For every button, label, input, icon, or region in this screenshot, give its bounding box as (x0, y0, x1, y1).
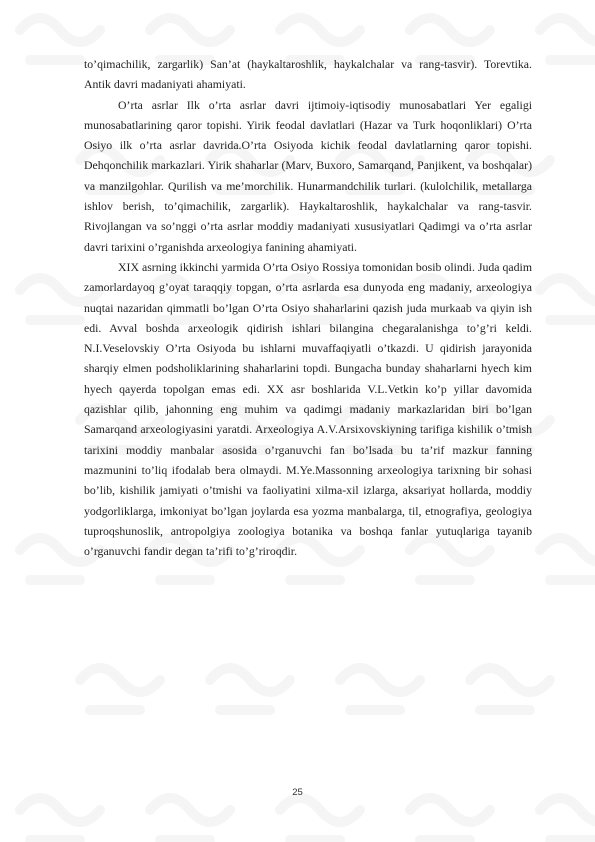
body-text (84, 54, 532, 561)
watermark-stroke (150, 798, 230, 840)
watermark-stroke (280, 798, 360, 840)
paragraph-2: O’rta asrlar Ilk o’rta asrlar davri ijtimoiy-iqtisodiy munosabatlari Yer egaligi munosabatlarining qaror topishi. Yirik feodal davlatlari (Hazar va Turk hoqonliklari) O’rta Osiyo ilk o’rta asrlar davrida.O’rta Osiyoda kichik feodal davlatlarning qaror topishi. Dehqonchilik markazlari. Yirik shaharlar (Marv, Buxoro, Samarqand, Panjikent, va boshqalar) va manzilgohlar. Qurilish va me’morchilik. Hunarmandchilik turlari. (kulolchilik, metallarga ishlov berish, to’qimachilik, zargarlik). Haykaltaroshlik, haykalchalar va rang-tasvir. Rivojlangan va so’nggi o’rta asrlar moddiy madaniyati xususiyatlari Qadimgi va o’rta asrlar davri tarixini o’rganishda arxeologiya fanining ahamiyati. (84, 97, 532, 254)
watermark-stroke (470, 668, 550, 710)
watermark-stroke (540, 18, 595, 60)
watermark-stroke (20, 798, 100, 840)
paragraph-1: to’qimachilik, zargarlik) San’at (haykaltaroshlik, haykalchalar va rang-tasvir). Torevtika. Antik davri madaniyati ahamiyati. (84, 57, 532, 92)
watermark-stroke (540, 538, 595, 580)
paragraph-3: XIX asrning ikkinchi yarmida O’rta Osiyo Rossiya tomonidan bosib olindi. Juda qadim zamorlardayoq g’oyat taraqqiy topgan, o’rta asrlarda esa dunyoda eng madaniy, arxeologiya nuqtai nazaridan qimmatli bo’lgan O’rta Osiyo shaharlarini qazish juda murkaab va qiyin ish edi. Avval boshda arxeologik qidirish ishlari bilangina chegaralanishga to’g’ri keldi. N.I.Veselovskiy O’rta Osiyoda bu ishlarni muvaffaqiyatli o’tkazdi. U qidirish jarayonida sharqiy elmen podsholiklarining shaharlarini topdi. Bungacha bunday shaharlarni hyech kim hyech qayerda topolgan emas edi. XX asr boshlarida V.L.Vetkin ko’p yillar davomida qazishlar qilib, jahonning eng muhim va qadimgi madaniy markazlaridan biri bo’lgan Samarqand arxeologiyasini yaratdi. Arxeologiya A.V.Arsixovskiyning tarifiga kishilik o’tmish tarixini moddiy manbalar asosida o’rganuvchi fan bo’lsada bu ta’rif mazkur fanning mazmunini to’liq ifodalab bera olmaydi. M.Ye.Massonning arxeologiya tarixning bir sohasi bo’lib, kishilik jamiyati o’tmishi va faoliyatini xilma-xil izlarga, aksariyat hollarda, moddiy yodgorliklarga, imkoniyat bo’lgan joylarda esa yozma manbalarga, til, etnografiya, geologiya tuproqshunoslik, antropolgiya zoologiya botanika va boshqa fanlar yutuqlariga tayanib o’rganuvchi fandir degan ta’rifi to’g’riroqdir. (84, 259, 532, 559)
watermark-stroke (540, 798, 595, 840)
watermark-stroke (340, 668, 420, 710)
page-number: 25 (292, 787, 303, 798)
watermark-stroke (210, 668, 290, 710)
watermark-stroke (80, 668, 160, 710)
watermark-stroke (410, 798, 490, 840)
watermark-stroke (540, 278, 595, 320)
